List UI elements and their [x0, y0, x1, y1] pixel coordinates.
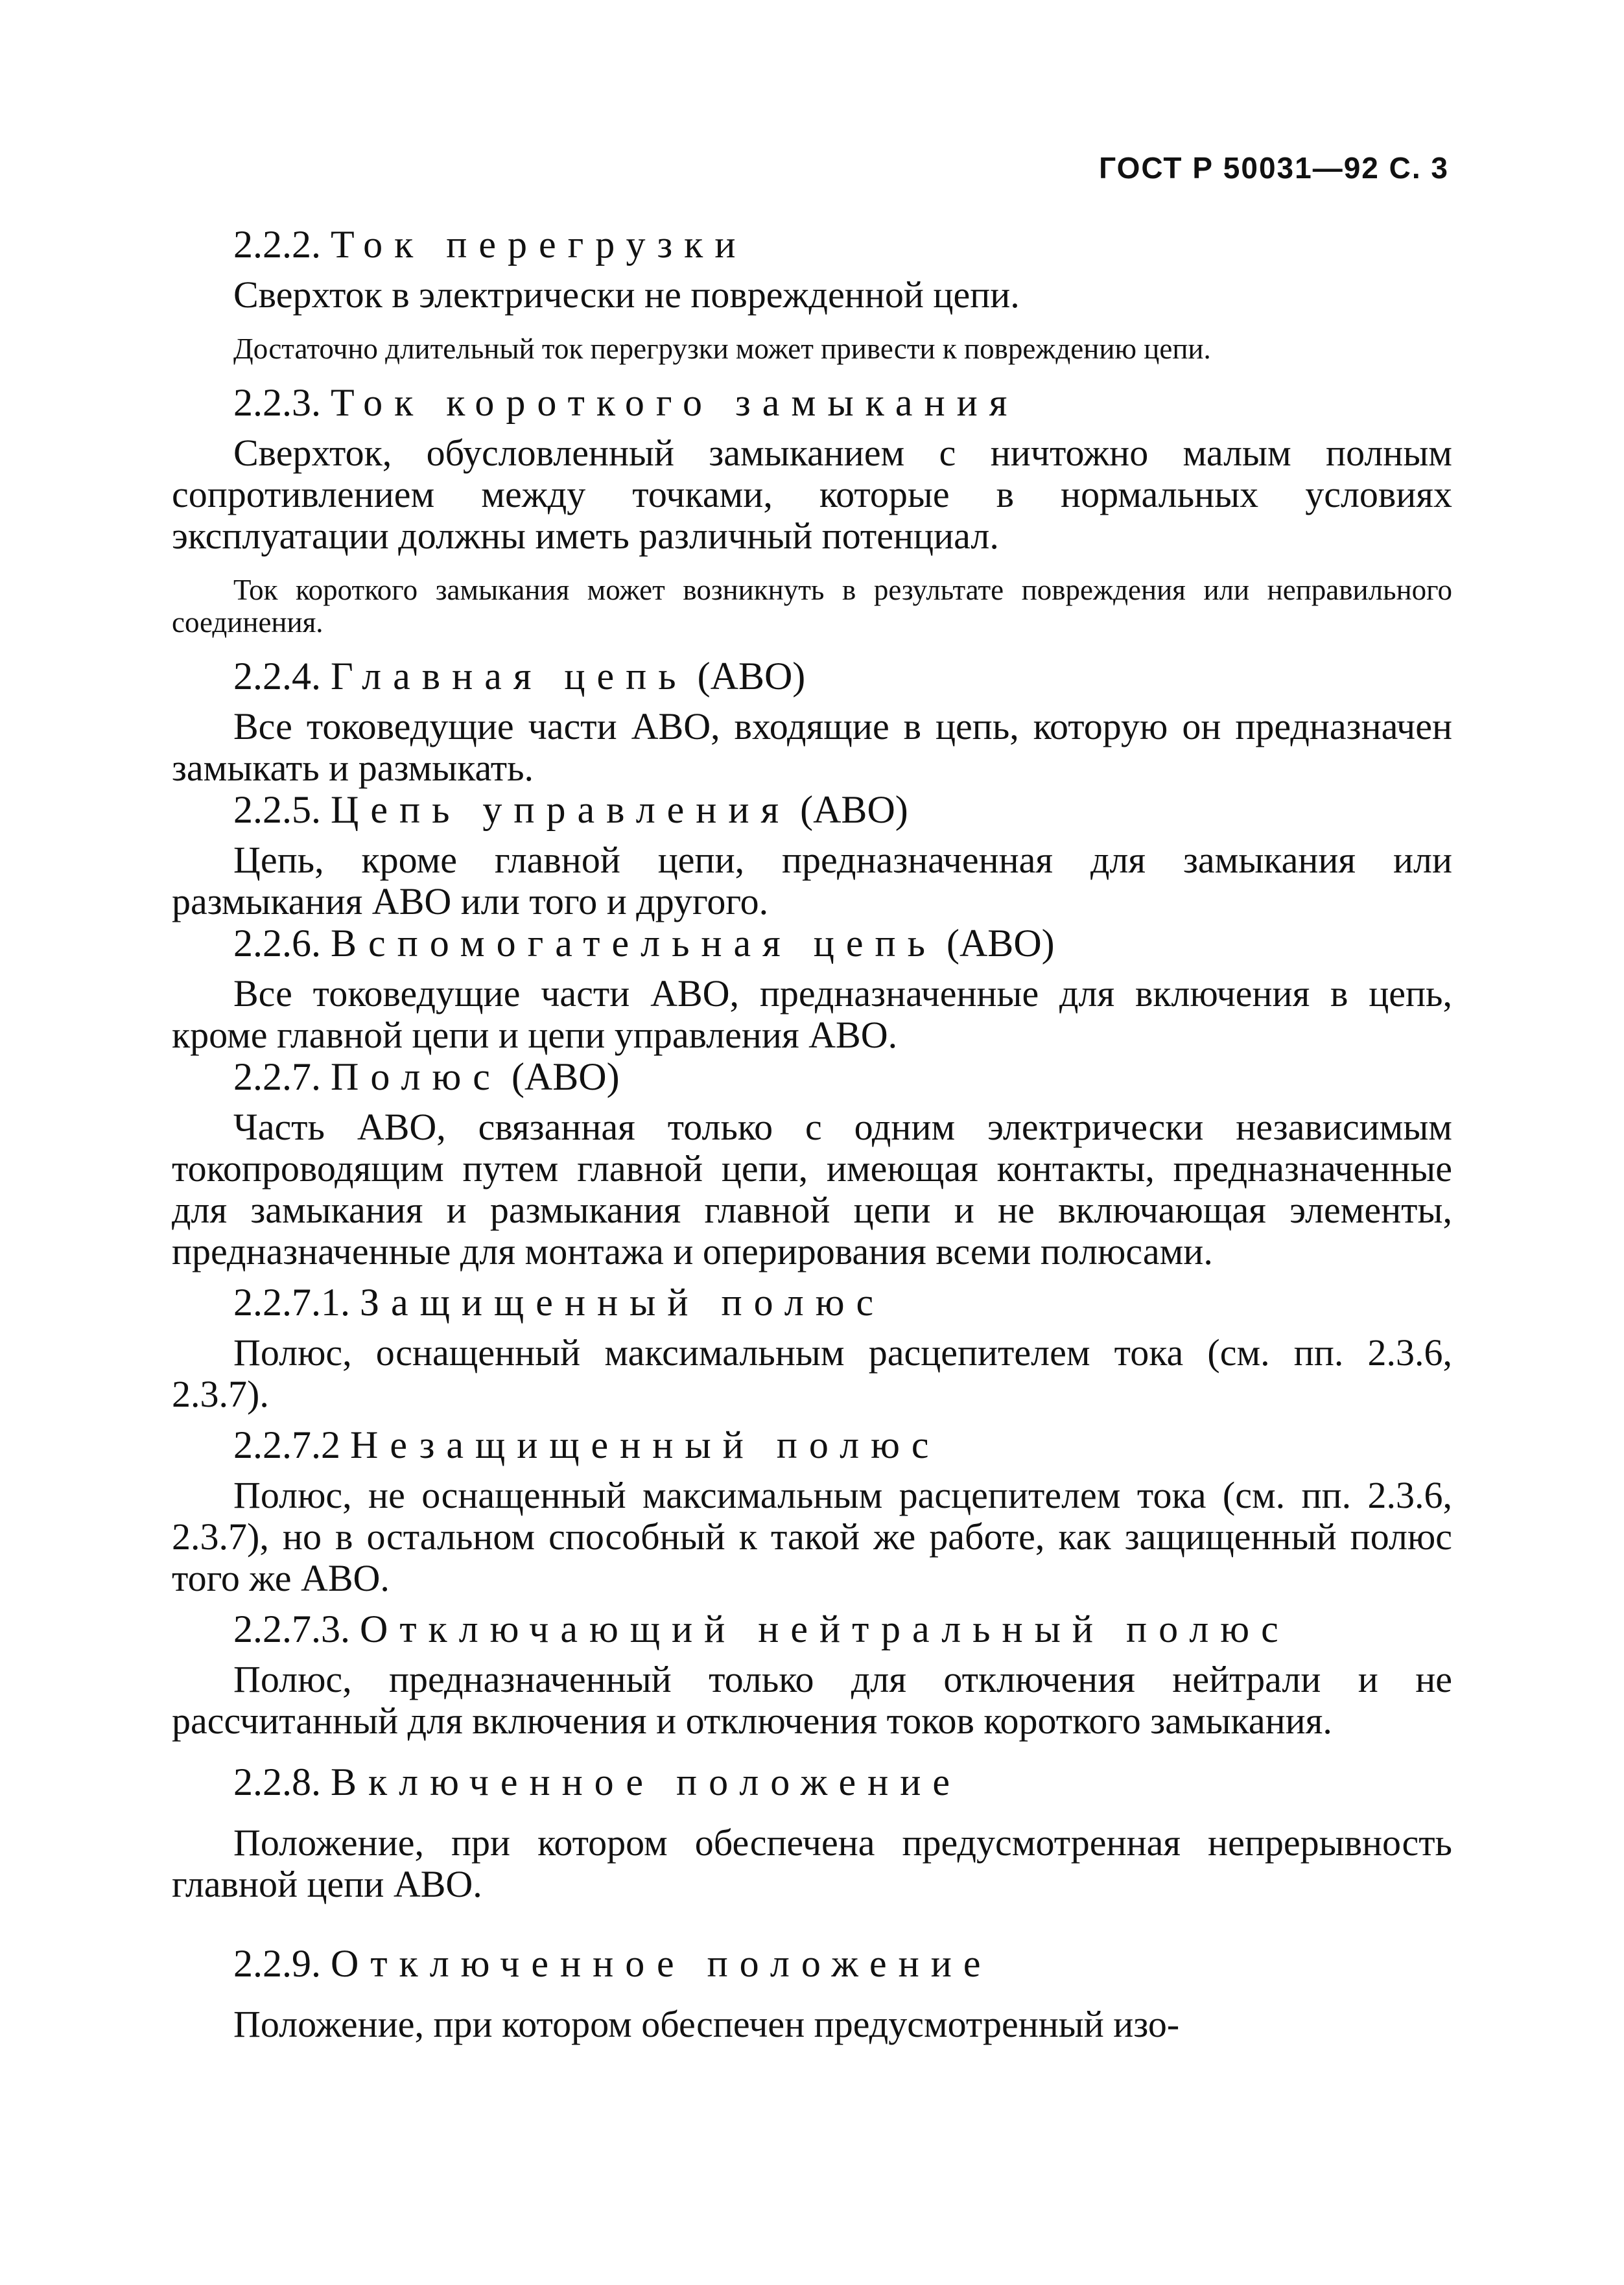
section-number: 2.2.9.	[233, 1942, 321, 1985]
term-heading-2-2-2	[233, 224, 1452, 265]
term-heading-2-2-4	[233, 655, 1452, 697]
term-name: Цепь управления	[331, 788, 791, 831]
section-number: 2.2.7.2	[233, 1424, 340, 1466]
term-name: Отключающий нейтральный полюс	[360, 1608, 1290, 1650]
term-qualifier: (АВО)	[946, 922, 1055, 965]
term-definition-2-2-2: Сверхток в электрически не поврежденной цепи.	[233, 274, 1020, 316]
term-name: Отключенное положение	[331, 1942, 993, 1985]
term-name: Ток короткого замыкания	[331, 381, 1019, 424]
term-heading-2-2-7-2	[233, 1424, 1452, 1466]
term-definition-2-2-7: Часть АВО, связанная только с одним электрически независимым токопроводящим путем главной цепи, имеющая контакты, предназначенные для замыкания и размыкания главной цепи и не включающая элементы, предназначенные для монтажа и оперирования всеми полюсами.	[172, 1106, 1452, 1272]
term-name: Вспомогательная цепь	[331, 922, 937, 965]
section-number: 2.2.4.	[233, 655, 321, 697]
term-heading-2-2-8	[233, 1761, 1452, 1803]
term-heading-2-2-9	[233, 1943, 1452, 1984]
term-name: Незащищенный полюс	[350, 1424, 941, 1466]
term-heading-2-2-7-1	[233, 1282, 1452, 1323]
term-name: Защищенный полюс	[360, 1281, 886, 1324]
term-definition-2-2-7-1: Полюс, оснащенный максимальным расцепителем тока (см. пп. 2.3.6, 2.3.7).	[172, 1331, 1452, 1415]
term-definition-2-2-9: Положение, при котором обеспечен предусмотренный изо-	[233, 2003, 1180, 2045]
term-qualifier: (АВО)	[697, 655, 806, 697]
term-definition-2-2-5: Цепь, кроме главной цепи, предназначенная для замыкания или размыкания АВО или того и другого.	[172, 839, 1452, 922]
term-definition-2-2-7-2: Полюс, не оснащенный максимальным расцепителем тока (см. пп. 2.3.6, 2.3.7), но в остальном способный к такой же работе, как защищенный полюс того же АВО.	[172, 1474, 1452, 1599]
term-name: Полюс	[331, 1055, 502, 1098]
section-number: 2.2.7.3.	[233, 1608, 350, 1650]
term-note-2-2-2: Достаточно длительный ток перегрузки может привести к повреждению цепи.	[233, 333, 1211, 365]
term-qualifier: (АВО)	[800, 788, 908, 831]
section-number: 2.2.7.	[233, 1055, 321, 1098]
term-heading-2-2-7	[233, 1056, 1452, 1097]
term-definition-2-2-8: Положение, при котором обеспечена предусмотренная непрерывность главной цепи АВО.	[172, 1822, 1452, 1905]
term-qualifier: (АВО)	[511, 1055, 620, 1098]
term-definition-2-2-7-3: Полюс, предназначенный только для отключения нейтрали и не рассчитанный для включения и отключения токов короткого замыкания.	[172, 1658, 1452, 1742]
term-definition-2-2-4: Все токоведущие части АВО, входящие в цепь, которую он предназначен замыкать и размыкать.	[172, 705, 1452, 789]
term-name: Включенное положение	[331, 1761, 961, 1803]
term-note-2-2-3: Ток короткого замыкания может возникнуть в результате повреждения или неправильного соединения.	[172, 574, 1452, 639]
section-number: 2.2.5.	[233, 788, 321, 831]
term-name: Главная цепь	[331, 655, 688, 697]
term-heading-2-2-7-3	[233, 1608, 1452, 1650]
page-content	[172, 224, 1452, 2045]
term-definition-2-2-3: Сверхток, обусловленный замыканием с ничтожно малым полным сопротивлением между точками, которые в нормальных условиях эксплуатации должны иметь различный потенциал.	[172, 432, 1452, 557]
term-definition-2-2-6: Все токоведущие части АВО, предназначенные для включения в цепь, кроме главной цепи и цепи управления АВО.	[172, 972, 1452, 1056]
term-name: Ток перегрузки	[331, 223, 747, 266]
section-number: 2.2.8.	[233, 1761, 321, 1803]
term-heading-2-2-6	[233, 922, 1452, 964]
section-number: 2.2.7.1.	[233, 1281, 350, 1324]
section-number: 2.2.6.	[233, 922, 321, 965]
running-head: ГОСТ Р 50031—92 С. 3	[1099, 151, 1449, 185]
term-heading-2-2-3	[233, 382, 1452, 423]
term-heading-2-2-5	[233, 789, 1452, 830]
section-number: 2.2.2.	[233, 223, 321, 266]
section-number: 2.2.3.	[233, 381, 321, 424]
